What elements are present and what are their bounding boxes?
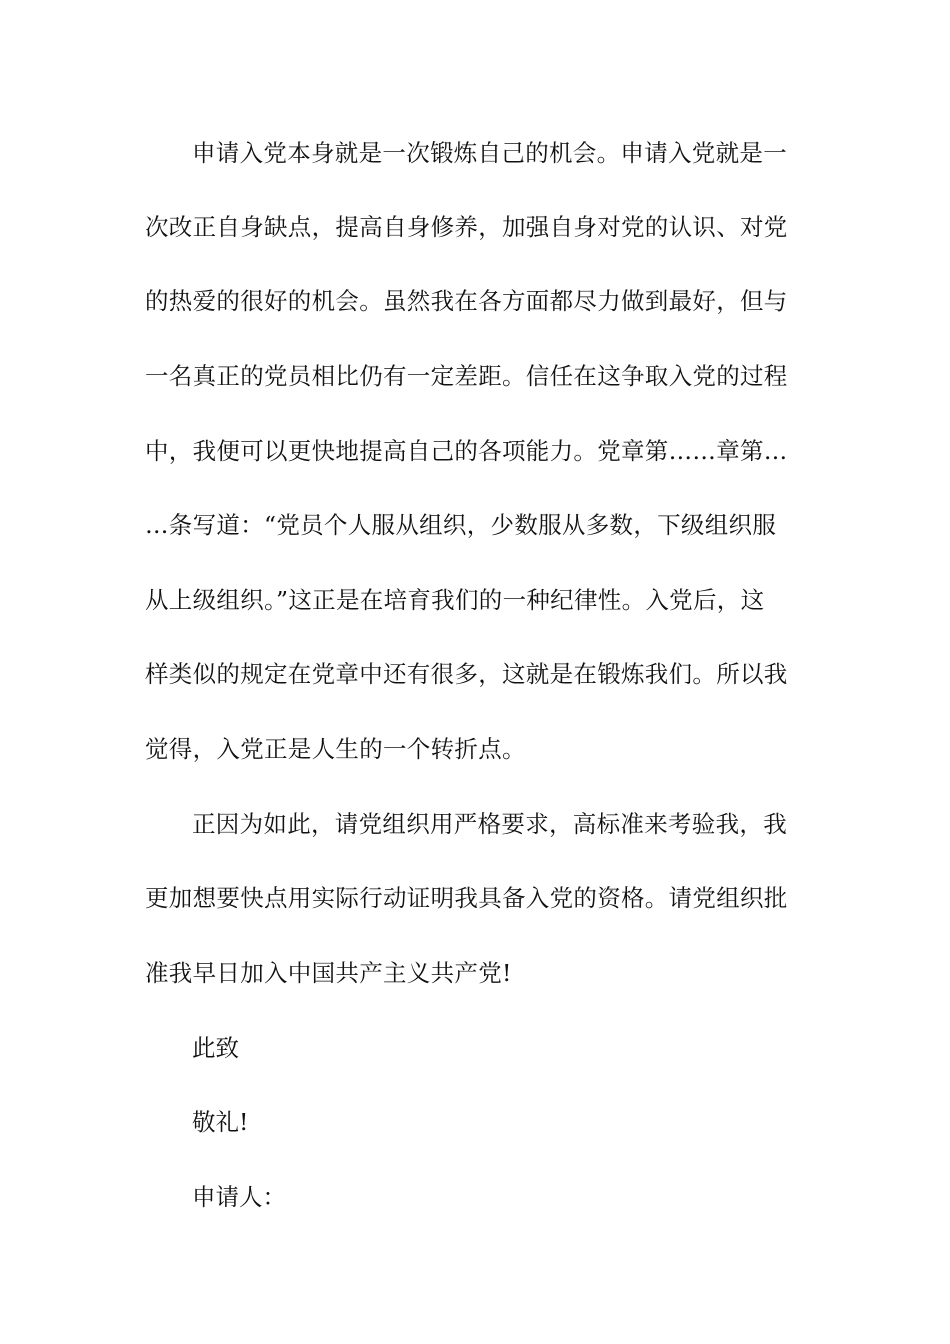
paragraph-1-line-2: 次改正自身缺点，提高自身修养，加强自身对党的认识、对党	[145, 213, 788, 241]
paragraph-1-line-4: 一名真正的党员相比仍有一定差距。信任在这争取入党的过程	[145, 362, 788, 390]
paragraph-1-line-5: 中，我便可以更快地提高自己的各项能力。党章第……章第…	[145, 437, 788, 465]
applicant-label: 申请人：	[192, 1183, 286, 1211]
paragraph-1-line-6: …条写道：“党员个人服从组织，少数服从多数，下级组织服	[145, 511, 777, 539]
salutation-jing-li: 敬礼!	[192, 1108, 249, 1136]
paragraph-1-line-3: 的热爱的很好的机会。虽然我在各方面都尽力做到最好，但与	[145, 287, 788, 315]
paragraph-1-line-9: 觉得，入党正是人生的一个转折点。	[145, 735, 526, 763]
paragraph-2-line-1: 正因为如此，请党组织用严格要求，高标准来考验我，我	[192, 810, 787, 838]
paragraph-2-line-2: 更加想要快点用实际行动证明我具备入党的资格。请党组织批	[145, 884, 788, 912]
paragraph-2-line-3: 准我早日加入中国共产主义共产党!	[145, 959, 512, 987]
paragraph-1-line-1: 申请入党本身就是一次锻炼自己的机会。申请入党就是一	[192, 139, 787, 167]
salutation-ci-zhi: 此致	[192, 1034, 239, 1062]
paragraph-1-line-7: 从上级组织。”这正是在培育我们的一种纪律性。入党后，这	[145, 586, 765, 614]
paragraph-1-line-8: 样类似的规定在党章中还有很多，这就是在锻炼我们。所以我	[145, 660, 788, 688]
